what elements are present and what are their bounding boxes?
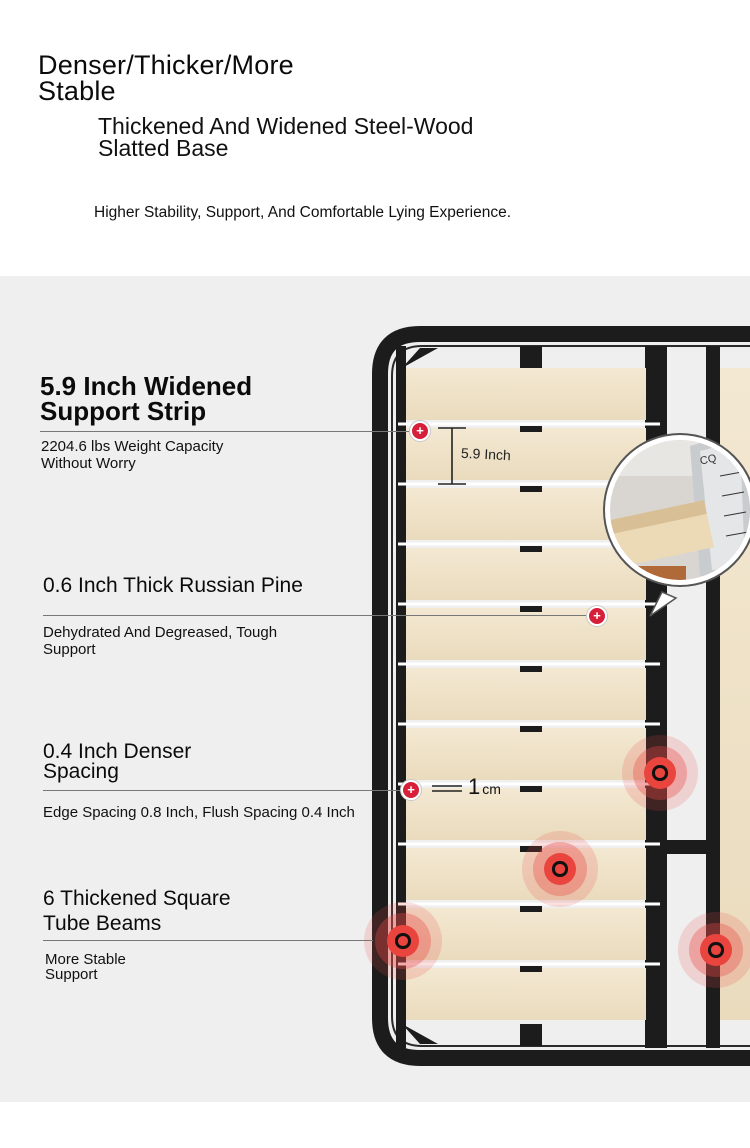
- feature-title: 0.6 Inch Thick Russian Pine: [43, 574, 303, 597]
- beam-marker-icon: [364, 902, 442, 980]
- callout-plus-icon: +: [410, 421, 430, 441]
- slat-width-label: 5.9 Inch: [460, 444, 512, 464]
- feature-subtitle: More Stable Support: [45, 951, 126, 983]
- beam-marker-icon: [678, 912, 750, 988]
- leader-line: [43, 615, 589, 616]
- feature-title: 6 Thickened Square Tube Beams: [43, 887, 231, 935]
- feature-subtitle: Dehydrated And Degreased, Tough Support: [43, 624, 278, 658]
- leader-line: [43, 940, 373, 941]
- leader-line: [43, 790, 404, 791]
- feature-title: 5.9 Inch Widened Support Strip: [40, 371, 253, 426]
- gap-unit: cm: [482, 781, 501, 797]
- gap-number: 1: [468, 774, 481, 799]
- gap-label: [468, 774, 501, 800]
- feature-subtitle: Edge Spacing 0.8 Inch, Flush Spacing 0.4 Inch: [43, 804, 355, 821]
- headline: Denser/Thicker/More Stable: [38, 50, 294, 106]
- callout-plus-icon: +: [587, 606, 607, 626]
- description: Higher Stability, Support, And Comfortable Lying Experience.: [94, 204, 512, 221]
- callout-plus-icon: +: [401, 780, 421, 800]
- beam-marker-icon: [522, 831, 598, 907]
- feature-subtitle: 2204.6 lbs Weight Capacity Without Worry: [41, 438, 224, 472]
- feature-title: 0.4 Inch Denser Spacing: [43, 740, 192, 783]
- footer-strip: [0, 1102, 750, 1148]
- product-feature-section: [0, 276, 750, 1102]
- caliper-brand-label: CQ: [698, 452, 718, 468]
- beam-marker-icon: [622, 735, 698, 811]
- subheadline: Thickened And Widened Steel-Wood Slatted Base: [98, 113, 474, 161]
- leader-line: [40, 431, 412, 432]
- header-section: [0, 0, 750, 276]
